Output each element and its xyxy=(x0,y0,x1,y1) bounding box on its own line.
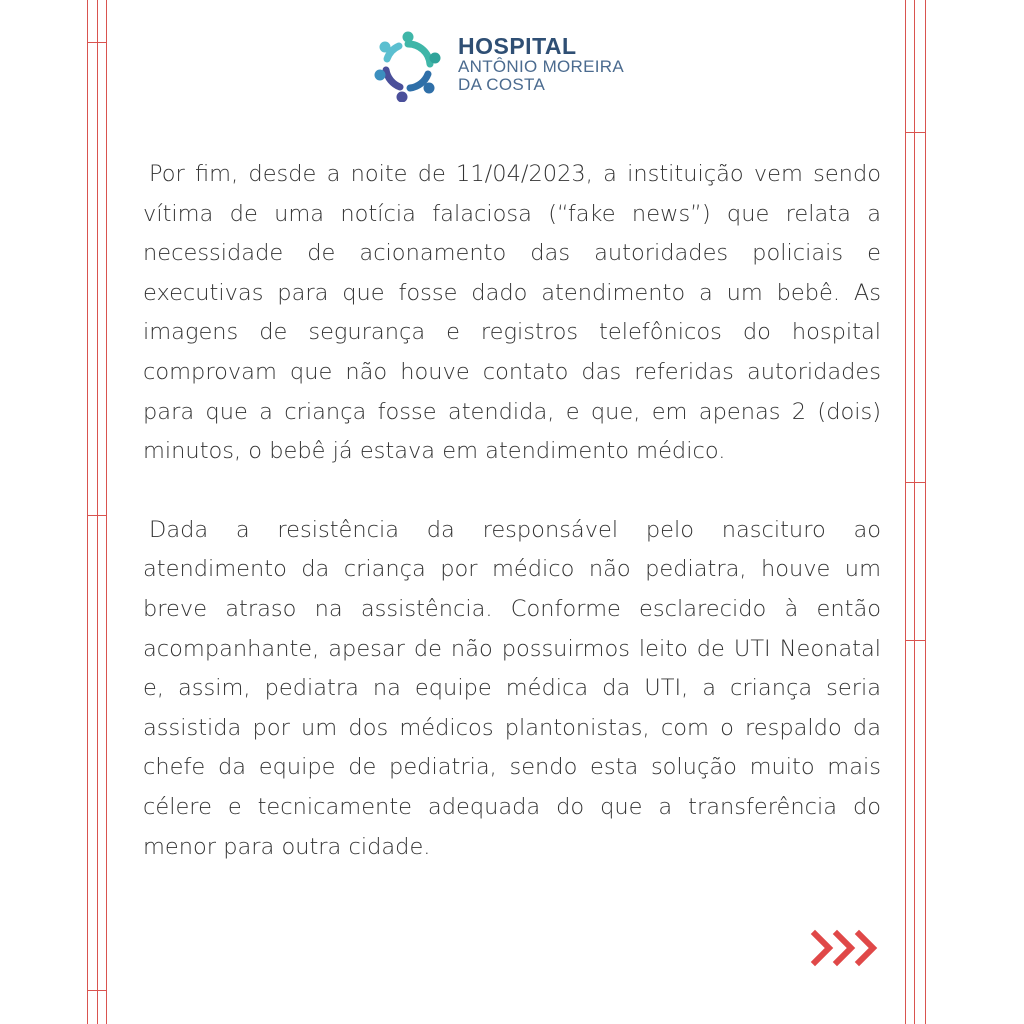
logo-title: HOSPITAL xyxy=(458,33,577,59)
hospital-logo-icon xyxy=(372,30,444,102)
paragraph-2: Dada a resistência da responsável pelo nascituro ao atendimento da criança por médico não pediatra, houve um breve atraso na assistência. Conforme esclarecido à então acompanhante, apesar de não possuirmos leito de UTI Neonatal e, assim, pediatra na equipe médica da UTI, a criança seria assistida por um dos médicos plantonistas, com o respaldo da chefe da equipe de pediatria, sendo esta solução muito mais célere e tecnicamente adequada do que a transferência do menor para outra cidade. xyxy=(143,516,881,860)
border-line-left-middle xyxy=(97,0,98,1024)
border-tick xyxy=(87,515,106,516)
logo-text xyxy=(458,30,624,94)
border-line-right-middle xyxy=(914,0,915,1024)
border-line-left-outer xyxy=(87,0,88,1024)
border-line-right-inner xyxy=(905,0,906,1024)
triple-chevron-right-icon[interactable] xyxy=(810,928,882,968)
border-tick xyxy=(905,482,925,483)
border-tick xyxy=(905,132,925,133)
border-tick xyxy=(87,42,106,43)
border-line-left-inner xyxy=(106,0,107,1024)
statement-body xyxy=(143,155,881,867)
border-line-right-outer xyxy=(925,0,926,1024)
hospital-logo xyxy=(372,30,624,102)
border-tick xyxy=(905,640,925,641)
border-tick xyxy=(87,990,106,991)
paragraph-1: Por fim, desde a noite de 11/04/2023, a instituição vem sendo vítima de uma notícia falaciosa (“fake news”) que relata a necessidade de acionamento das autoridades policiais e executivas para que fosse dado atendimento a um bebê. As imagens de segurança e registros telefônicos do hospital comprovam que não houve contato das referidas autoridades para que a criança fosse atendida, e que, em apenas 2 (dois) minutos, o bebê já estava em atendimento médico. xyxy=(143,161,881,465)
logo-subtitle-line1: ANTÔNIO MOREIRA xyxy=(458,57,625,77)
logo-subtitle-line2: DA COSTA xyxy=(458,74,546,94)
